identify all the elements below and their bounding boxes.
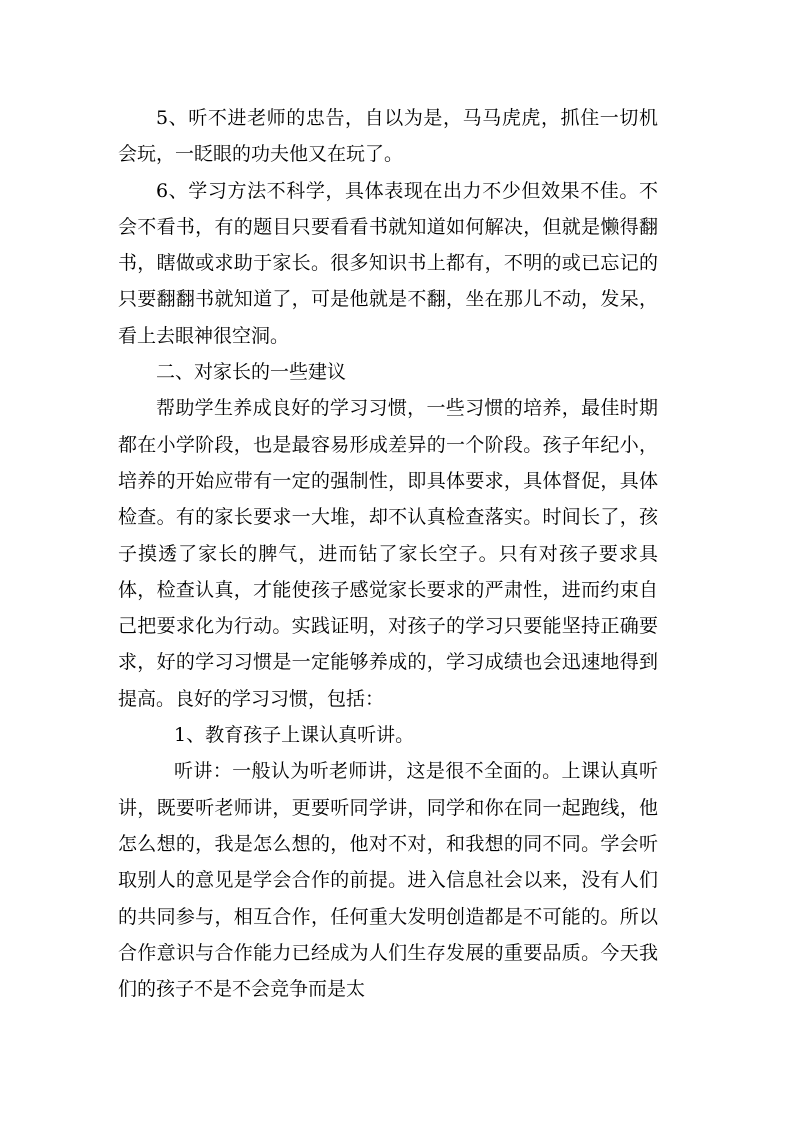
paragraph-suggestions-intro: 帮助学生养成良好的学习习惯，一些习惯的培养，最佳时期都在小学阶段，也是最容易形成差异的一个阶段。孩子年纪小，培养的开始应带有一定的强制性，即具体要求，具体督促，具体检查。有的家长要求一大堆，却不认真检查落实。时间长了，孩子摸透了家长的脾气，进而钻了家长空子。只有对孩子要求具体，检查认真，才能使孩子感觉家长要求的严肃性，进而约束自己把要求化为行动。实践证明，对孩子的学习只要能坚持正确要求，好的学习习惯是一定能够养成的，学习成绩也会迅速地得到提高。良好的学习习惯，包括：	[118, 397, 658, 710]
paragraph-item-5: 5、听不进老师的忠告，自以为是，马马虎虎，抓住一切机会玩，一眨眼的功夫他又在玩了。	[118, 107, 658, 166]
document-body	[118, 100, 658, 1007]
subheading-listen-in-class: 1、教育孩子上课认真听讲。	[174, 724, 415, 747]
paragraph-item-6: 6、学习方法不科学，具体表现在出力不少但效果不佳。不会不看书，有的题目只要看看书就知道如何解决，但就是懒得翻书，瞎做或求助于家长。很多知识书上都有，不明的或已忘记的只要翻翻书就知道了，可是他就是不翻，坐在那儿不动，发呆，看上去眼神很空洞。	[118, 179, 658, 347]
paragraph-listening: 听讲：一般认为听老师讲，这是很不全面的。上课认真听讲，既要听老师讲，更要听同学讲，同学和你在同一起跑线，他怎么想的，我是怎么想的，他对不对，和我想的同不同。学会听取别人的意见是学会合作的前提。进入信息社会以来，没有人们的共同参与，相互合作，任何重大发明创造都是不可能的。所以合作意识与合作能力已经成为人们生存发展的重要品质。今天我们的孩子不是不会竞争而是太	[118, 760, 658, 1001]
section-heading-suggestions: 二、对家长的一些建议	[156, 361, 347, 384]
